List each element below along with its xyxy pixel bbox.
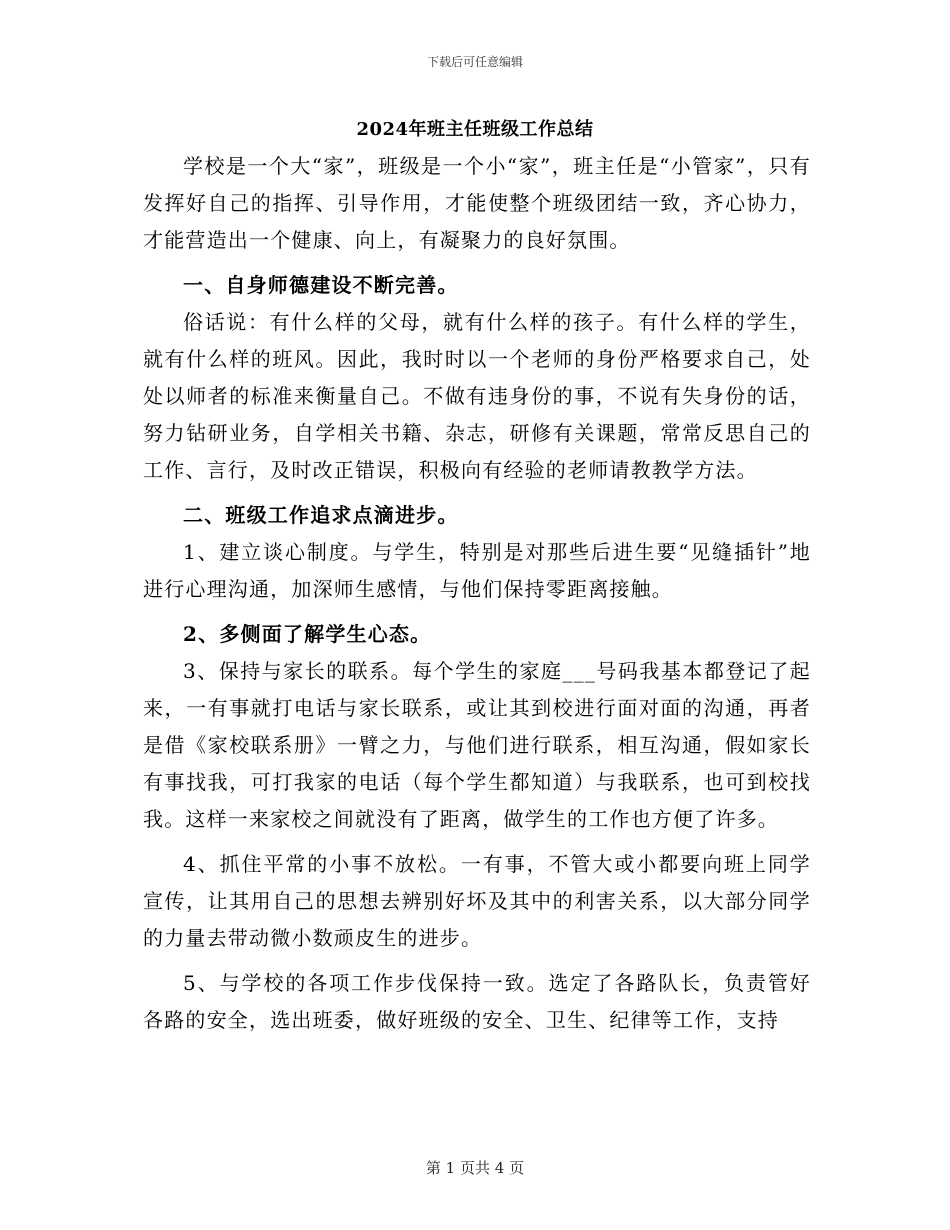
item-3-paragraph: 3、保持与家长的联系。每个学生的家庭___号码我基本都登记了起来，一有事就打电话与家长联系，或让其到校进行面对面的沟通，再者是借《家校联系册》一臂之力，与他们进行联系，相互沟通，假如家长有事找我，可打我家的电话（每个学生都知道）与我联系，也可到校找我。这样一来家校之间就没有了距离，做学生的工作也方便了许多。 xyxy=(143,659,811,831)
section-heading-2: 二、班级工作追求点滴进步。 xyxy=(183,503,459,527)
document-body xyxy=(143,148,811,1039)
intro-paragraph: 学校是一个大“家”，班级是一个小“家”，班主任是“小管家”，只有发挥好自己的指挥、引导作用，才能使整个班级团结一致，齐心协力，才能营造出一个健康、向上，有凝聚力的良好氛围。 xyxy=(143,154,811,252)
item-1-paragraph: 1、建立谈心制度。与学生，特别是对那些后进生要“见缝插针”地进行心理沟通，加深师生感情，与他们保持零距离接触。 xyxy=(143,540,811,601)
section-1-paragraph: 俗话说：有什么样的父母，就有什么样的孩子。有什么样的学生，就有什么样的班风。因此，我时时以一个老师的身份严格要求自己，处处以师者的标准来衡量自己。不做有违身份的事，不说有失身份的话，努力钻研业务，自学相关书籍、杂志，研修有关课题，常常反思自己的工作、言行，及时改正错误，积极向有经验的老师请教教学方法。 xyxy=(143,310,811,482)
section-heading-1: 一、自身师德建设不断完善。 xyxy=(183,273,459,297)
item-4-paragraph: 4、抓住平常的小事不放松。一有事，不管大或小都要向班上同学宣传，让其用自己的思想去辨别好坏及其中的利害关系，以大部分同学的力量去带动微小数顽皮生的进步。 xyxy=(143,852,811,950)
page-footer: 第 1 页共 4 页 xyxy=(425,1159,525,1177)
header-note: 下载后可任意编辑 xyxy=(426,55,523,69)
item-5-paragraph: 5、与学校的各项工作步伐保持一致。选定了各路队长，负责管好各路的安全，选出班委，做好班级的安全、卫生、纪律等工作，支持 xyxy=(143,971,811,1032)
document-title: 2024年班主任班级工作总结 xyxy=(356,119,594,140)
item-2-heading: 2、多侧面了解学生心态。 xyxy=(183,622,432,646)
